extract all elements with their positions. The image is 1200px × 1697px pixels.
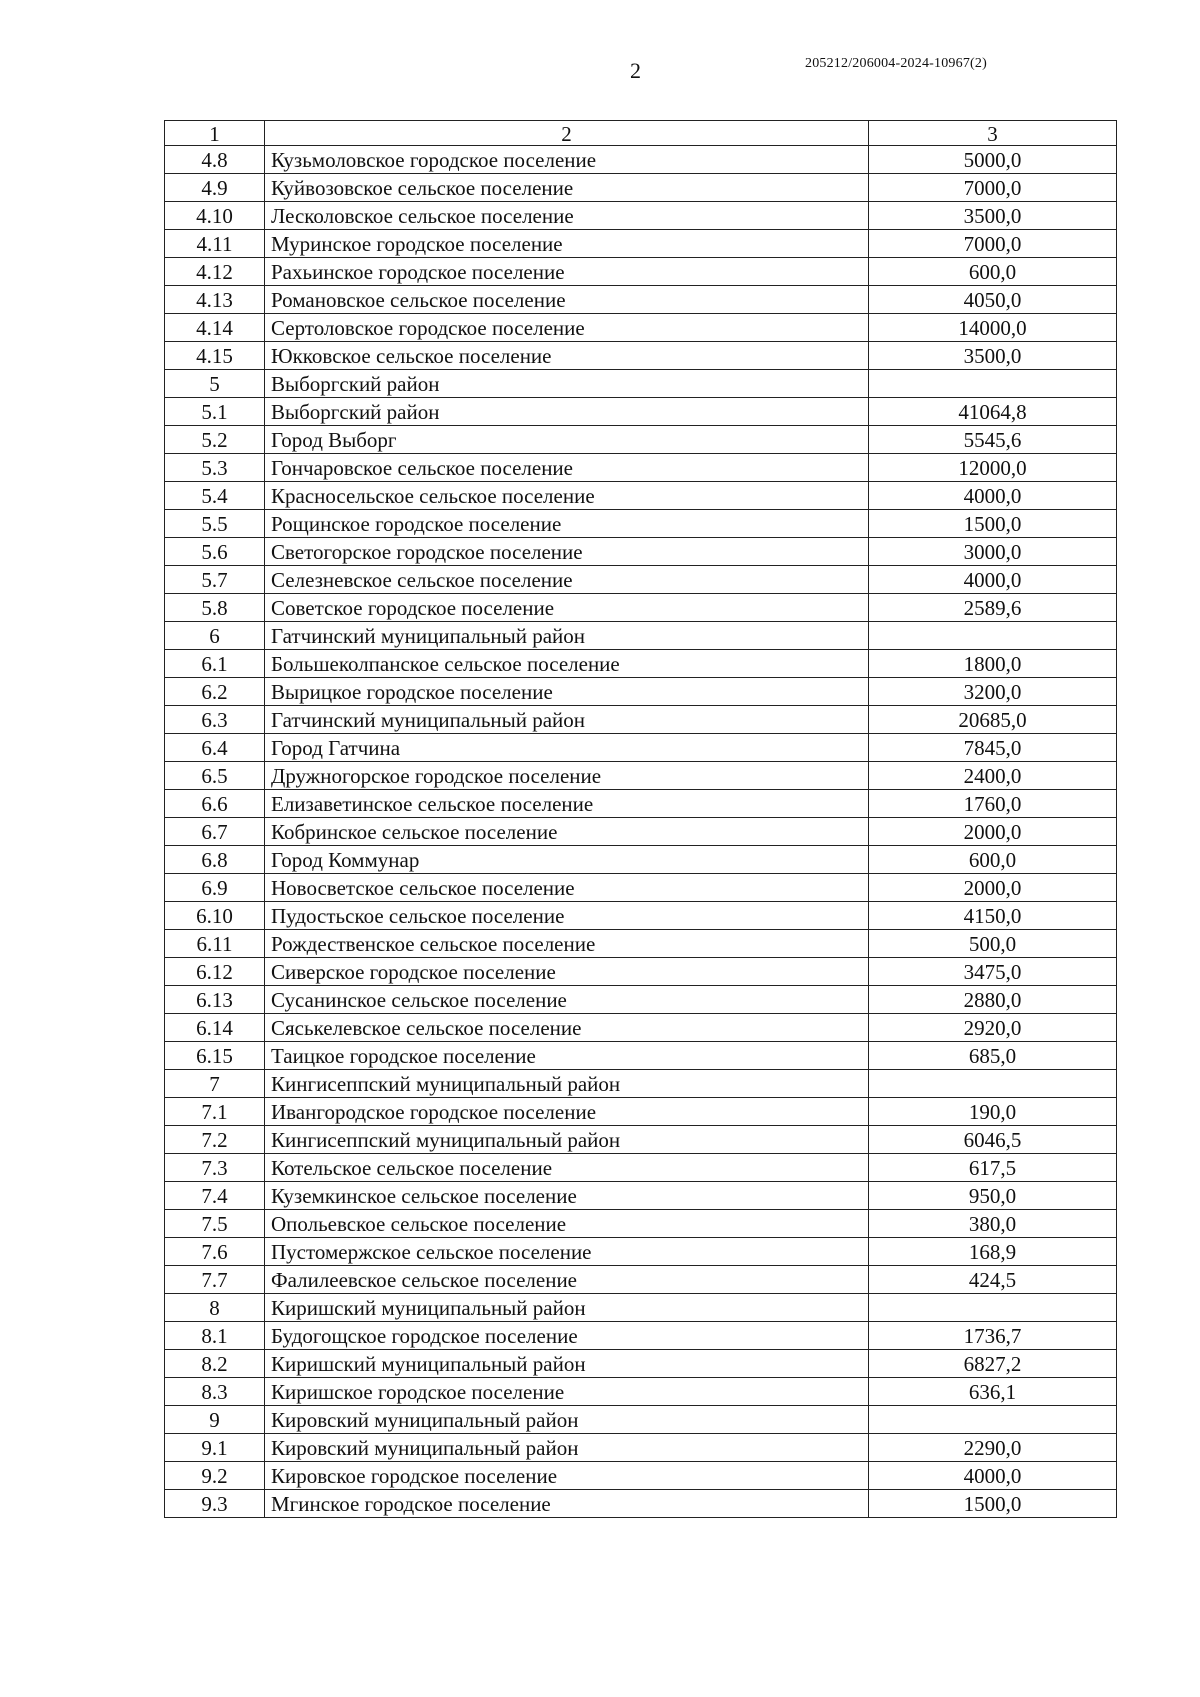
row-number: 6.10 [165, 902, 265, 930]
table-row [165, 314, 1117, 342]
amount-value: 600,0 [869, 258, 1117, 286]
amount-value: 2290,0 [869, 1434, 1117, 1462]
row-number: 4.15 [165, 342, 265, 370]
row-number: 9.2 [165, 1462, 265, 1490]
row-number: 4.12 [165, 258, 265, 286]
table-row [165, 1462, 1117, 1490]
table-body [165, 146, 1117, 1518]
municipality-name: Выборгский район [265, 398, 869, 426]
table-header-row [165, 121, 1117, 146]
municipality-name: Киришский муниципальный район [265, 1350, 869, 1378]
row-number: 6.9 [165, 874, 265, 902]
municipality-name: Юкковское сельское поселение [265, 342, 869, 370]
municipality-name: Рождественское сельское поселение [265, 930, 869, 958]
row-number: 5 [165, 370, 265, 398]
municipality-name: Город Выборг [265, 426, 869, 454]
table-row [165, 370, 1117, 398]
table-row [165, 1406, 1117, 1434]
amount-value: 3500,0 [869, 202, 1117, 230]
municipality-name: Гатчинский муниципальный район [265, 622, 869, 650]
municipality-name: Котельское сельское поселение [265, 1154, 869, 1182]
amount-value: 4000,0 [869, 1462, 1117, 1490]
table-row [165, 202, 1117, 230]
column-header: 1 [165, 121, 265, 146]
row-number: 4.14 [165, 314, 265, 342]
row-number: 7.1 [165, 1098, 265, 1126]
municipality-name: Фалилеевское сельское поселение [265, 1266, 869, 1294]
row-number: 8.2 [165, 1350, 265, 1378]
row-number: 9 [165, 1406, 265, 1434]
municipality-name: Кингисеппский муниципальный район [265, 1070, 869, 1098]
row-number: 5.4 [165, 482, 265, 510]
row-number: 6.3 [165, 706, 265, 734]
municipality-name: Рощинское городское поселение [265, 510, 869, 538]
table-row [165, 902, 1117, 930]
row-number: 5.3 [165, 454, 265, 482]
municipality-name: Пудостьское сельское поселение [265, 902, 869, 930]
amount-value: 14000,0 [869, 314, 1117, 342]
municipality-name: Новосветское сельское поселение [265, 874, 869, 902]
amount-value: 7845,0 [869, 734, 1117, 762]
amount-value: 950,0 [869, 1182, 1117, 1210]
row-number: 4.9 [165, 174, 265, 202]
row-number: 6.6 [165, 790, 265, 818]
table-row [165, 1378, 1117, 1406]
table-row [165, 790, 1117, 818]
table-row [165, 874, 1117, 902]
amount-value: 168,9 [869, 1238, 1117, 1266]
municipality-name: Кировский муниципальный район [265, 1434, 869, 1462]
amount-value: 1800,0 [869, 650, 1117, 678]
row-number: 6.2 [165, 678, 265, 706]
table-row [165, 622, 1117, 650]
table-row [165, 1182, 1117, 1210]
amount-value: 500,0 [869, 930, 1117, 958]
table-row [165, 650, 1117, 678]
amount-value: 2400,0 [869, 762, 1117, 790]
row-number: 9.3 [165, 1490, 265, 1518]
table-row [165, 482, 1117, 510]
row-number: 8.3 [165, 1378, 265, 1406]
amount-value: 424,5 [869, 1266, 1117, 1294]
table-row [165, 1126, 1117, 1154]
amount-value: 3500,0 [869, 342, 1117, 370]
row-number: 5.6 [165, 538, 265, 566]
municipality-name: Советское городское поселение [265, 594, 869, 622]
municipality-name: Муринское городское поселение [265, 230, 869, 258]
amount-value [869, 1294, 1117, 1322]
amount-value: 41064,8 [869, 398, 1117, 426]
amount-value [869, 622, 1117, 650]
table-row [165, 846, 1117, 874]
table-row [165, 230, 1117, 258]
amount-value: 2000,0 [869, 818, 1117, 846]
table-row [165, 1238, 1117, 1266]
table-row [165, 734, 1117, 762]
table-row [165, 1434, 1117, 1462]
amount-value: 7000,0 [869, 230, 1117, 258]
table-row [165, 1266, 1117, 1294]
amount-value: 4050,0 [869, 286, 1117, 314]
row-number: 4.13 [165, 286, 265, 314]
row-number: 5.2 [165, 426, 265, 454]
row-number: 7 [165, 1070, 265, 1098]
row-number: 8 [165, 1294, 265, 1322]
table-row [165, 286, 1117, 314]
table-row [165, 426, 1117, 454]
table-row [165, 1490, 1117, 1518]
table-row [165, 566, 1117, 594]
municipality-name: Рахьинское городское поселение [265, 258, 869, 286]
table-row [165, 1070, 1117, 1098]
table-row [165, 1210, 1117, 1238]
table-row [165, 258, 1117, 286]
row-number: 6.11 [165, 930, 265, 958]
municipality-name: Кузьмоловское городское поселение [265, 146, 869, 174]
municipality-name: Ивангородское городское поселение [265, 1098, 869, 1126]
amount-value: 2920,0 [869, 1014, 1117, 1042]
municipality-name: Киришское городское поселение [265, 1378, 869, 1406]
amount-value: 4000,0 [869, 566, 1117, 594]
row-number: 7.4 [165, 1182, 265, 1210]
table-row [165, 1042, 1117, 1070]
row-number: 6.7 [165, 818, 265, 846]
municipality-name: Елизаветинское сельское поселение [265, 790, 869, 818]
municipality-name: Куземкинское сельское поселение [265, 1182, 869, 1210]
table-row [165, 1350, 1117, 1378]
amount-value: 1736,7 [869, 1322, 1117, 1350]
municipality-name: Вырицкое городское поселение [265, 678, 869, 706]
row-number: 6.15 [165, 1042, 265, 1070]
municipality-name: Сертоловское городское поселение [265, 314, 869, 342]
table-row [165, 1322, 1117, 1350]
row-number: 7.6 [165, 1238, 265, 1266]
row-number: 6.12 [165, 958, 265, 986]
amount-value: 636,1 [869, 1378, 1117, 1406]
table-row [165, 1154, 1117, 1182]
table-row [165, 454, 1117, 482]
municipality-name: Дружногорское городское поселение [265, 762, 869, 790]
table-row [165, 986, 1117, 1014]
municipality-name: Лесколовское сельское поселение [265, 202, 869, 230]
municipality-name: Романовское сельское поселение [265, 286, 869, 314]
amount-value: 3475,0 [869, 958, 1117, 986]
row-number: 4.11 [165, 230, 265, 258]
table-row [165, 818, 1117, 846]
municipality-name: Сиверское городское поселение [265, 958, 869, 986]
municipality-name: Гончаровское сельское поселение [265, 454, 869, 482]
row-number: 7.3 [165, 1154, 265, 1182]
row-number: 4.8 [165, 146, 265, 174]
municipality-name: Гатчинский муниципальный район [265, 706, 869, 734]
table-row [165, 958, 1117, 986]
document-code: 205212/206004-2024-10967(2) [805, 56, 987, 71]
row-number: 5.1 [165, 398, 265, 426]
amount-value [869, 1406, 1117, 1434]
municipality-name: Кингисеппский муниципальный район [265, 1126, 869, 1154]
amount-value: 1500,0 [869, 1490, 1117, 1518]
table-row [165, 398, 1117, 426]
column-header: 2 [265, 121, 869, 146]
column-header: 3 [869, 121, 1117, 146]
amount-value: 6046,5 [869, 1126, 1117, 1154]
table-row [165, 1294, 1117, 1322]
table-row [165, 594, 1117, 622]
municipality-name: Мгинское городское поселение [265, 1490, 869, 1518]
amount-value: 20685,0 [869, 706, 1117, 734]
row-number: 6.8 [165, 846, 265, 874]
table-row [165, 678, 1117, 706]
municipality-name: Будогощское городское поселение [265, 1322, 869, 1350]
municipality-name: Сяськелевское сельское поселение [265, 1014, 869, 1042]
municipality-name: Город Гатчина [265, 734, 869, 762]
amount-value: 4150,0 [869, 902, 1117, 930]
amount-value: 190,0 [869, 1098, 1117, 1126]
row-number: 7.7 [165, 1266, 265, 1294]
amount-value: 5545,6 [869, 426, 1117, 454]
amount-value: 3000,0 [869, 538, 1117, 566]
municipality-name: Кировский муниципальный район [265, 1406, 869, 1434]
table-row [165, 930, 1117, 958]
municipality-name: Сусанинское сельское поселение [265, 986, 869, 1014]
table-row [165, 174, 1117, 202]
row-number: 6.14 [165, 1014, 265, 1042]
table-row [165, 342, 1117, 370]
amount-value: 7000,0 [869, 174, 1117, 202]
municipality-name: Киришский муниципальный район [265, 1294, 869, 1322]
municipality-name: Светогорское городское поселение [265, 538, 869, 566]
row-number: 6 [165, 622, 265, 650]
amount-value: 2880,0 [869, 986, 1117, 1014]
row-number: 7.5 [165, 1210, 265, 1238]
municipality-name: Красносельское сельское поселение [265, 482, 869, 510]
amount-value: 3200,0 [869, 678, 1117, 706]
row-number: 8.1 [165, 1322, 265, 1350]
table-row [165, 146, 1117, 174]
amount-value [869, 370, 1117, 398]
municipality-name: Селезневское сельское поселение [265, 566, 869, 594]
row-number: 4.10 [165, 202, 265, 230]
municipality-name: Город Коммунар [265, 846, 869, 874]
allocation-table [164, 120, 1117, 1518]
amount-value: 1500,0 [869, 510, 1117, 538]
amount-value: 12000,0 [869, 454, 1117, 482]
row-number: 6.1 [165, 650, 265, 678]
table-row [165, 706, 1117, 734]
amount-value: 600,0 [869, 846, 1117, 874]
municipality-name: Опольевское сельское поселение [265, 1210, 869, 1238]
amount-value: 685,0 [869, 1042, 1117, 1070]
row-number: 9.1 [165, 1434, 265, 1462]
amount-value: 5000,0 [869, 146, 1117, 174]
municipality-name: Куйвозовское сельское поселение [265, 174, 869, 202]
row-number: 6.5 [165, 762, 265, 790]
table-row [165, 510, 1117, 538]
row-number: 5.5 [165, 510, 265, 538]
table-row [165, 538, 1117, 566]
municipality-name: Выборгский район [265, 370, 869, 398]
amount-value: 380,0 [869, 1210, 1117, 1238]
table-row [165, 762, 1117, 790]
municipality-name: Кобринское сельское поселение [265, 818, 869, 846]
row-number: 5.7 [165, 566, 265, 594]
municipality-name: Пустомержское сельское поселение [265, 1238, 869, 1266]
page-number: 2 [630, 58, 641, 83]
table-row [165, 1014, 1117, 1042]
amount-value: 1760,0 [869, 790, 1117, 818]
row-number: 6.13 [165, 986, 265, 1014]
row-number: 6.4 [165, 734, 265, 762]
row-number: 5.8 [165, 594, 265, 622]
amount-value: 617,5 [869, 1154, 1117, 1182]
row-number: 7.2 [165, 1126, 265, 1154]
amount-value [869, 1070, 1117, 1098]
municipality-name: Большеколпанское сельское поселение [265, 650, 869, 678]
municipality-name: Таицкое городское поселение [265, 1042, 869, 1070]
amount-value: 6827,2 [869, 1350, 1117, 1378]
amount-value: 2589,6 [869, 594, 1117, 622]
amount-value: 2000,0 [869, 874, 1117, 902]
table-row [165, 1098, 1117, 1126]
municipality-name: Кировское городское поселение [265, 1462, 869, 1490]
amount-value: 4000,0 [869, 482, 1117, 510]
